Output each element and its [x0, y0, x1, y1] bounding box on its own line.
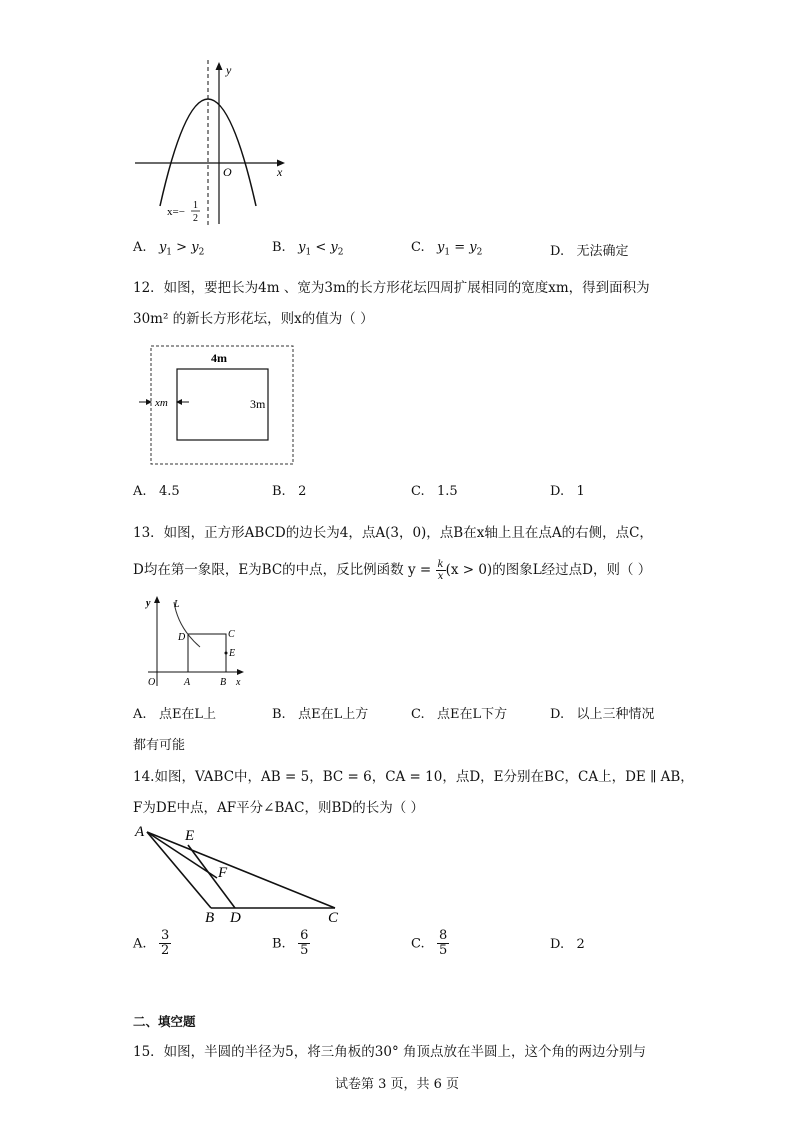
expr-rhs: y: [469, 240, 477, 255]
q12-flowerbed-figure: [133, 342, 301, 470]
q13-option-d: [550, 703, 655, 722]
option-letter: C.: [411, 936, 425, 952]
frac-numerator: 3: [160, 928, 170, 943]
q13-stem-line2-pre: D均在第一象限，E为BC的中点，反比例函数 y =: [133, 562, 432, 578]
label-a: A: [135, 824, 145, 840]
expr-sub2: 2: [337, 247, 344, 258]
option-letter: A.: [133, 707, 147, 722]
q11-option-c: [411, 240, 482, 258]
q12-option-b: [272, 484, 306, 499]
q12-option-d: [550, 484, 585, 499]
option-letter: B.: [272, 484, 286, 499]
option-fraction: [159, 929, 171, 959]
label-d: D: [230, 910, 241, 926]
expr-lhs: y: [298, 240, 306, 255]
option-letter: A.: [133, 936, 147, 952]
q13-stem-line2: [133, 558, 651, 582]
label-d: D: [178, 632, 186, 643]
label-e: E: [229, 648, 236, 659]
x-axis-label: x: [277, 165, 283, 179]
q13-stem-line2-post: (x > 0)的图象L经过点D，则（ ）: [445, 562, 652, 578]
option-letter: B.: [272, 936, 286, 952]
option-text: 4.5: [158, 484, 180, 499]
x-axis-arrow-icon: [237, 669, 244, 675]
left-xm-label: xm: [155, 397, 168, 409]
label-c: C: [228, 629, 235, 640]
segment-de: [188, 845, 235, 908]
page-footer: 试卷第 3 页，共 6 页: [334, 1077, 460, 1092]
label-b: B: [220, 677, 227, 688]
option-letter: D.: [550, 244, 565, 259]
y-axis-arrow-icon: [154, 596, 160, 603]
label-e: E: [185, 828, 195, 844]
q11-parabola-graph: [133, 58, 293, 228]
q14-stem-line1: 14.如图，VABC中，AB = 5，BC = 6，CA = 10，点D，E分别在BC，CA上，DE ∥ AB，: [133, 769, 694, 785]
option-text: 1.5: [437, 484, 458, 499]
q11-option-a: [133, 240, 204, 258]
origin-label: O: [223, 165, 232, 179]
option-letter: A.: [133, 484, 147, 499]
y-axis-label: y: [226, 63, 232, 77]
label-b: B: [205, 910, 215, 926]
option-letter: C.: [411, 707, 425, 722]
label-o: O: [148, 677, 156, 688]
q14-stem-line2: F为DE中点，AF平分∠BAC，则BD的长为（ ）: [133, 800, 425, 816]
label-l: L: [174, 599, 180, 610]
expr-rhs: y: [191, 240, 199, 255]
q13-option-b: [272, 703, 368, 722]
expr-op: >: [172, 240, 192, 255]
right-width-label: 3m: [250, 397, 266, 411]
option-text: 1: [576, 484, 585, 499]
q13-option-d-continued: 都有可能: [133, 738, 186, 753]
option-letter: C.: [411, 484, 425, 499]
side-ac: [147, 832, 335, 908]
q13-function-fraction: [436, 559, 446, 582]
expr-sub1: 1: [305, 247, 312, 258]
q12-option-a: [133, 484, 180, 499]
option-letter: D.: [550, 707, 565, 722]
option-letter: C.: [411, 240, 425, 255]
option-letter: D.: [550, 937, 565, 952]
option-text: 点E在L下方: [437, 707, 508, 722]
frac-denominator: 2: [160, 943, 170, 959]
q12-option-c: [411, 484, 458, 499]
top-length-label: 4m: [211, 351, 227, 365]
q13-option-c: [411, 703, 507, 722]
axis-frac-num: 1: [193, 200, 198, 211]
option-text: 点E在L上方: [298, 707, 369, 722]
q12-stem-line1: 12．如图，要把长为4m 、宽为3m的长方形花坛四周扩展相同的宽度xm，得到面积为: [133, 280, 650, 296]
square-abcd: [188, 634, 226, 672]
option-text: 2: [298, 484, 307, 499]
frac-denominator: 5: [300, 943, 309, 959]
label-a: A: [184, 677, 191, 688]
expr-lhs: y: [437, 240, 445, 255]
label-f: F: [218, 865, 228, 881]
y-axis-arrow-icon: [216, 62, 223, 70]
option-text: 点E在L上: [158, 707, 217, 722]
section-title-fill-in: 二、填空题: [133, 1014, 196, 1029]
frac-numerator: 8: [439, 928, 448, 943]
q12-stem-line2: 30m² 的新长方形花坛，则x的值为（ ）: [133, 311, 374, 327]
expr-rhs: y: [330, 240, 338, 255]
axis-equation-label: x=−: [167, 206, 185, 218]
q11-option-b: [272, 240, 343, 258]
q13-square-figure: [140, 592, 250, 690]
expr-op: <: [311, 240, 331, 255]
option-fraction: [437, 929, 449, 959]
frac-numerator: 6: [300, 928, 309, 943]
option-text: 以上三种情况: [576, 707, 655, 722]
q14-option-a: [133, 929, 171, 959]
label-x: x: [236, 677, 241, 688]
frac-denominator: x: [437, 571, 444, 582]
frac-denominator: 5: [439, 943, 448, 959]
q14-triangle-figure: [133, 820, 348, 926]
side-ab: [147, 832, 211, 908]
q14-option-c: [411, 929, 449, 959]
q13-stem-line1: 13．如图，正方形ABCD的边长为4，点A(3，0)，点B在x轴上且在点A的右侧，点C，: [133, 525, 653, 541]
frac-numerator: k: [437, 559, 444, 570]
expr-lhs: y: [158, 240, 167, 255]
q14-option-d: [550, 937, 585, 952]
q13-option-a: [133, 703, 216, 722]
option-letter: B.: [272, 707, 286, 722]
option-text: 2: [576, 937, 585, 952]
option-fraction: [298, 929, 310, 959]
option-text: 无法确定: [576, 244, 629, 259]
q11-option-d: [550, 240, 629, 259]
point-e: [225, 652, 228, 655]
expr-op: =: [450, 240, 470, 255]
q14-option-b: [272, 929, 310, 959]
axis-frac-den: 2: [193, 213, 198, 224]
label-y: y: [146, 598, 151, 609]
option-letter: A.: [133, 240, 147, 255]
option-letter: D.: [550, 484, 565, 499]
label-c: C: [328, 910, 339, 926]
expr-sub2: 2: [476, 247, 483, 258]
expr-sub2: 2: [198, 247, 205, 258]
q15-stem-line1: 15．如图，半圆的半径为5，将三角板的30° 角顶点放在半圆上，这个角的两边分别与: [133, 1044, 646, 1060]
expr-sub1: 1: [444, 247, 451, 258]
expr-sub1: 1: [166, 247, 173, 258]
segment-af: [147, 832, 217, 878]
option-letter: B.: [272, 240, 286, 255]
